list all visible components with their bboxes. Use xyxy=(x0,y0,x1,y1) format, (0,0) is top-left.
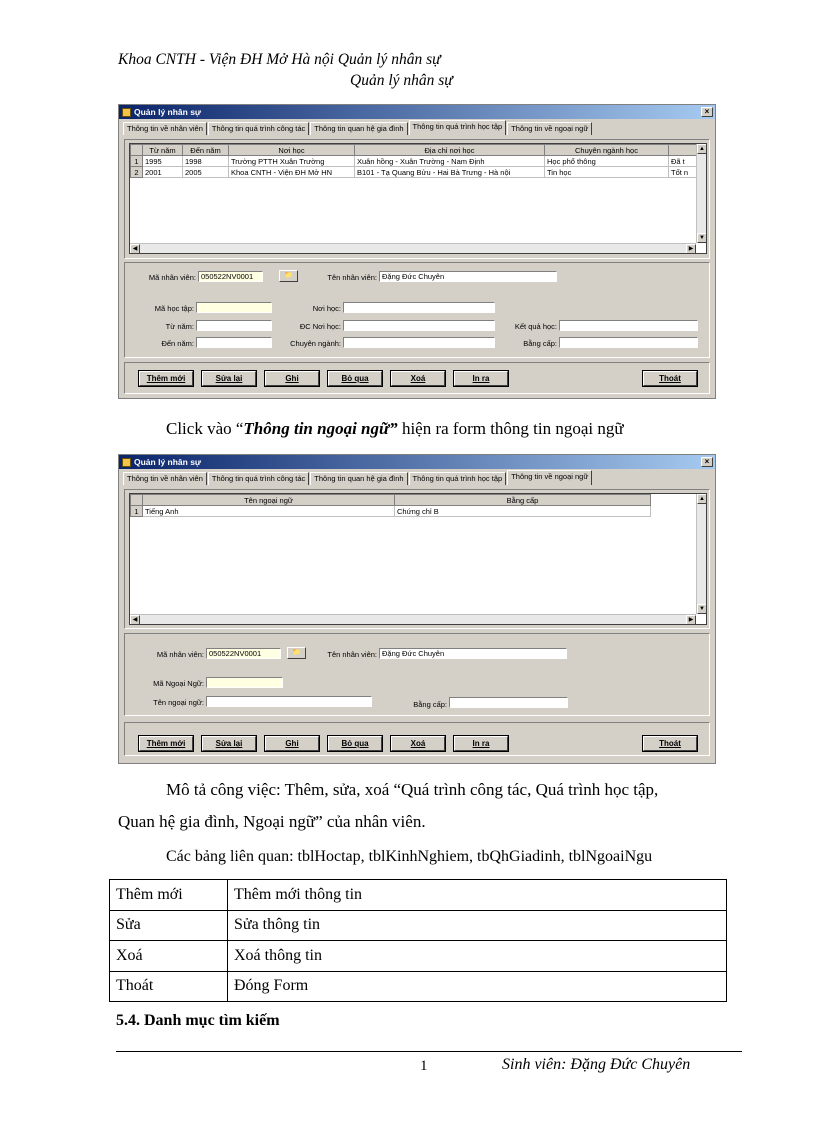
cell[interactable]: B101 - Tạ Quang Bửu - Hai Bà Trưng - Hà nội xyxy=(355,167,545,178)
page-number: 1 xyxy=(420,1058,428,1074)
delete-button[interactable]: Xoá xyxy=(391,736,445,751)
scroll-up-icon[interactable]: ▲ xyxy=(697,494,707,504)
degree-label: Bằng cấp: xyxy=(413,700,447,709)
from-year-field[interactable] xyxy=(196,320,272,331)
school-address-field[interactable] xyxy=(343,320,495,331)
cell[interactable]: 2001 xyxy=(143,167,183,178)
table-row[interactable] xyxy=(131,167,708,178)
employee-name-label: Tên nhân viên: xyxy=(327,650,377,659)
window-languages xyxy=(118,454,716,764)
to-year-field[interactable] xyxy=(196,337,272,348)
tab-strip xyxy=(119,119,715,135)
function-desc: Thêm mới thông tin xyxy=(228,880,727,911)
grid-header-row xyxy=(131,145,708,156)
header-line-2: Quản lý nhân sự xyxy=(350,72,453,89)
cell[interactable]: Đã t xyxy=(669,156,708,167)
table-row xyxy=(110,941,727,972)
caption-text: Click vào “ xyxy=(166,419,244,438)
study-id-label: Mã học tập: xyxy=(154,304,194,313)
grid-header-row xyxy=(131,495,651,506)
degree-label: Bằng cấp: xyxy=(523,339,557,348)
window-title: Quản lý nhân sự xyxy=(134,457,202,467)
language-id-label: Mã Ngoại Ngữ: xyxy=(153,679,204,688)
function-name: Thêm mới xyxy=(110,880,228,911)
vertical-scrollbar[interactable] xyxy=(696,144,706,243)
language-grid xyxy=(129,493,707,625)
employee-id-label: Mã nhân viên: xyxy=(148,273,196,282)
cell[interactable]: Trường PTTH Xuân Trường xyxy=(229,156,355,167)
close-icon[interactable]: × xyxy=(701,107,713,117)
title-bar xyxy=(119,105,715,119)
caption-emphasis: Thông tin ngoại ngữ” xyxy=(243,419,398,438)
employee-id-field[interactable]: 050522NV0001 xyxy=(198,271,263,282)
cell[interactable]: Chứng chỉ B xyxy=(395,506,651,517)
cell[interactable]: Tốt n xyxy=(669,167,708,178)
folder-open-icon[interactable]: 📁 xyxy=(287,647,306,659)
header-line-1: Khoa CNTH - Viện ĐH Mở Hà nội Quản lý nhân sự xyxy=(118,51,441,68)
row-number: 1 xyxy=(131,506,143,517)
table-row xyxy=(110,880,727,911)
education-grid xyxy=(129,143,707,254)
footer-student: Sinh viên: Đặng Đức Chuyên xyxy=(502,1056,691,1073)
caption-text-end: hiện ra form thông tin ngoại ngữ xyxy=(397,419,624,438)
language-id-field[interactable] xyxy=(206,677,283,688)
function-name: Thoát xyxy=(110,971,228,1002)
degree-field[interactable] xyxy=(559,337,698,348)
function-name: Sửa xyxy=(110,910,228,941)
vertical-scrollbar[interactable] xyxy=(696,494,706,614)
folder-open-icon[interactable]: 📁 xyxy=(279,270,298,282)
tab-work-history[interactable]: Thông tin quá trình công tác xyxy=(208,472,309,485)
tab-education[interactable]: Thông tin quá trình học tập xyxy=(409,472,507,485)
column-header xyxy=(131,145,143,156)
cell[interactable]: 1995 xyxy=(143,156,183,167)
column-header[interactable]: Nơi học xyxy=(229,145,355,156)
row-number: 2 xyxy=(131,167,143,178)
table-row xyxy=(110,910,727,941)
column-header[interactable]: Địa chỉ nơi học xyxy=(355,145,545,156)
employee-id-field[interactable]: 050522NV0001 xyxy=(206,648,281,659)
school-label: Nơi học: xyxy=(312,304,341,313)
tab-languages[interactable]: Thông tin về ngoại ngữ xyxy=(507,470,592,485)
scroll-down-icon[interactable]: ▼ xyxy=(697,604,707,614)
cell[interactable]: 2005 xyxy=(183,167,229,178)
footer-rule xyxy=(116,1051,742,1052)
column-header[interactable]: Chuyên ngành học xyxy=(545,145,669,156)
print-button[interactable]: In ra xyxy=(454,371,508,386)
app-icon xyxy=(122,458,131,467)
column-header xyxy=(131,495,143,506)
tab-work-history[interactable]: Thông tin quá trình công tác xyxy=(208,122,309,135)
cell[interactable]: Xuân hồng - Xuân Trường - Nam Định xyxy=(355,156,545,167)
function-desc: Sửa thông tin xyxy=(228,910,727,941)
description-line-2: Quan hệ gia đình, Ngoại ngữ” của nhân viên. xyxy=(118,812,426,831)
major-label: Chuyên ngành: xyxy=(290,339,341,348)
from-year-label: Từ năm: xyxy=(165,322,194,331)
print-button[interactable]: In ra xyxy=(454,736,508,751)
cell[interactable]: Học phổ thông xyxy=(545,156,669,167)
caption xyxy=(166,419,624,439)
column-header[interactable]: Tên ngoại ngữ xyxy=(143,495,395,506)
row-number: 1 xyxy=(131,156,143,167)
cell[interactable]: Tin học xyxy=(545,167,669,178)
result-label: Kết quả học: xyxy=(514,322,557,331)
add-new-button[interactable]: Thêm mới xyxy=(139,371,193,386)
tab-family[interactable]: Thông tin quan hệ gia đình xyxy=(310,122,407,135)
cell[interactable]: 1998 xyxy=(183,156,229,167)
edit-button[interactable]: Sửa lại xyxy=(202,736,256,751)
description-line-1: Mô tả công việc: Thêm, sửa, xoá “Quá trình công tác, Quá trình học tập, xyxy=(166,780,659,799)
column-header[interactable]: Đến năm xyxy=(183,145,229,156)
tab-education[interactable]: Thông tin quá trình học tập xyxy=(409,120,507,135)
skip-button[interactable]: Bỏ qua xyxy=(328,736,382,751)
function-desc: Đóng Form xyxy=(228,971,727,1002)
tab-employee-info[interactable]: Thông tin về nhân viên xyxy=(123,472,207,485)
table-row[interactable] xyxy=(131,506,651,517)
cell[interactable]: Tiếng Anh xyxy=(143,506,395,517)
employee-id-label: Mã nhân viên: xyxy=(156,650,204,659)
school-field[interactable] xyxy=(343,302,495,313)
tab-languages[interactable]: Thông tin về ngoại ngữ xyxy=(507,122,592,135)
scroll-left-icon[interactable]: ◀ xyxy=(130,244,140,254)
save-button[interactable]: Ghi xyxy=(265,736,319,751)
scroll-down-icon[interactable]: ▼ xyxy=(697,233,707,243)
close-icon[interactable]: × xyxy=(701,457,713,467)
app-icon xyxy=(122,108,131,117)
table-row xyxy=(110,971,727,1002)
language-name-field[interactable] xyxy=(206,696,372,707)
scroll-left-icon[interactable]: ◀ xyxy=(130,615,140,625)
save-button[interactable]: Ghi xyxy=(265,371,319,386)
section-heading: 5.4. Danh mục tìm kiếm xyxy=(116,1012,280,1029)
employee-name-field[interactable]: Đặng Đức Chuyên xyxy=(379,648,567,659)
horizontal-scrollbar[interactable] xyxy=(130,243,696,253)
scroll-up-icon[interactable]: ▲ xyxy=(697,144,707,154)
column-header[interactable]: Bằng cấp xyxy=(395,495,651,506)
skip-button[interactable]: Bỏ qua xyxy=(328,371,382,386)
to-year-label: Đến năm: xyxy=(161,339,194,348)
exit-button[interactable]: Thoát xyxy=(643,736,697,751)
edit-button[interactable]: Sửa lại xyxy=(202,371,256,386)
function-desc: Xoá thông tin xyxy=(228,941,727,972)
major-field[interactable] xyxy=(343,337,495,348)
employee-name-field[interactable]: Đặng Đức Chuyên xyxy=(379,271,557,282)
result-field[interactable] xyxy=(559,320,698,331)
tab-strip xyxy=(119,469,715,485)
cell[interactable]: Khoa CNTH - Viện ĐH Mở HN xyxy=(229,167,355,178)
tab-family[interactable]: Thông tin quan hệ gia đình xyxy=(310,472,407,485)
add-new-button[interactable]: Thêm mới xyxy=(139,736,193,751)
delete-button[interactable]: Xoá xyxy=(391,371,445,386)
column-header[interactable]: Từ năm xyxy=(143,145,183,156)
exit-button[interactable]: Thoát xyxy=(643,371,697,386)
window-education xyxy=(118,104,716,399)
scroll-right-icon[interactable]: ▶ xyxy=(686,615,696,625)
study-id-field[interactable] xyxy=(196,302,272,313)
horizontal-scrollbar[interactable] xyxy=(130,614,696,624)
school-address-label: ĐC Nơi học: xyxy=(299,322,341,331)
function-name: Xoá xyxy=(110,941,228,972)
tab-employee-info[interactable]: Thông tin về nhân viên xyxy=(123,122,207,135)
function-table xyxy=(109,879,727,1002)
window-title: Quản lý nhân sự xyxy=(134,107,202,117)
language-name-label: Tên ngoại ngữ: xyxy=(153,698,204,707)
degree-field[interactable] xyxy=(449,697,568,708)
title-bar xyxy=(119,455,715,469)
related-tables: Các bảng liên quan: tblHoctap, tblKinhNghiem, tbQhGiadinh, tblNgoaiNgu xyxy=(166,848,653,865)
employee-name-label: Tên nhân viên: xyxy=(327,273,377,282)
table-row[interactable] xyxy=(131,156,708,167)
scroll-right-icon[interactable]: ▶ xyxy=(686,244,696,254)
